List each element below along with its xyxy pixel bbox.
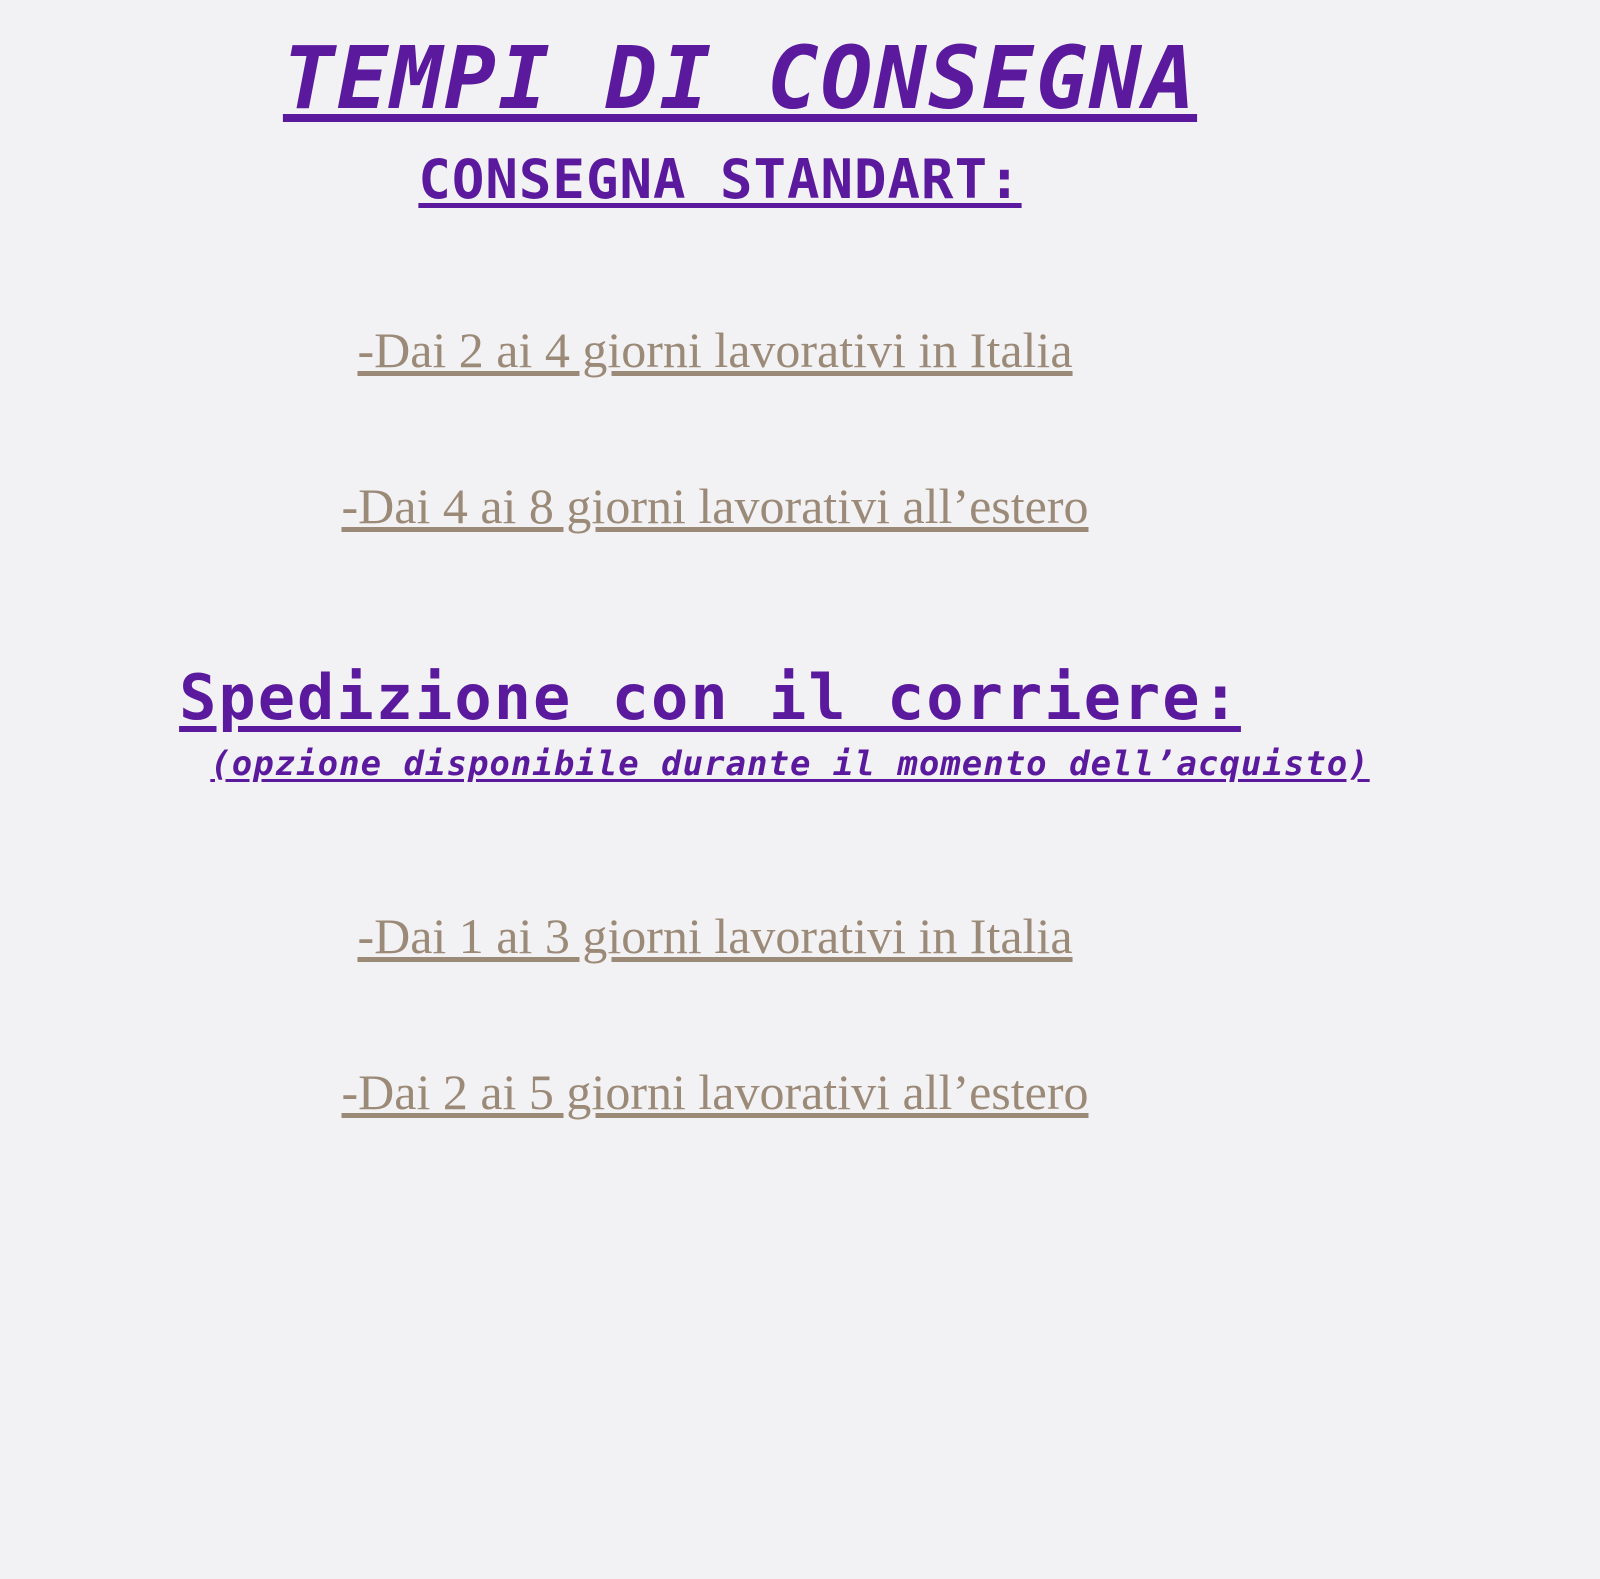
standard-delivery-italy: -Dai 2 ai 4 giorni lavorativi in Italia	[357, 321, 1073, 378]
standard-delivery-heading: CONSEGNA STANDART:	[418, 148, 1022, 212]
delivery-times-page	[0, 29, 1600, 1579]
courier-delivery-note: (opzione disponibile durante il momento dell’acquisto)	[210, 743, 1370, 784]
page-title: TEMPI DI CONSEGNA	[282, 29, 1198, 129]
courier-delivery-heading: Spedizione con il corriere:	[179, 660, 1241, 734]
courier-delivery-italy: -Dai 1 ai 3 giorni lavorativi in Italia	[357, 907, 1073, 964]
standard-delivery-abroad: -Dai 4 ai 8 giorni lavorativi all’estero	[341, 477, 1089, 534]
courier-delivery-abroad: -Dai 2 ai 5 giorni lavorativi all’estero	[341, 1063, 1089, 1120]
